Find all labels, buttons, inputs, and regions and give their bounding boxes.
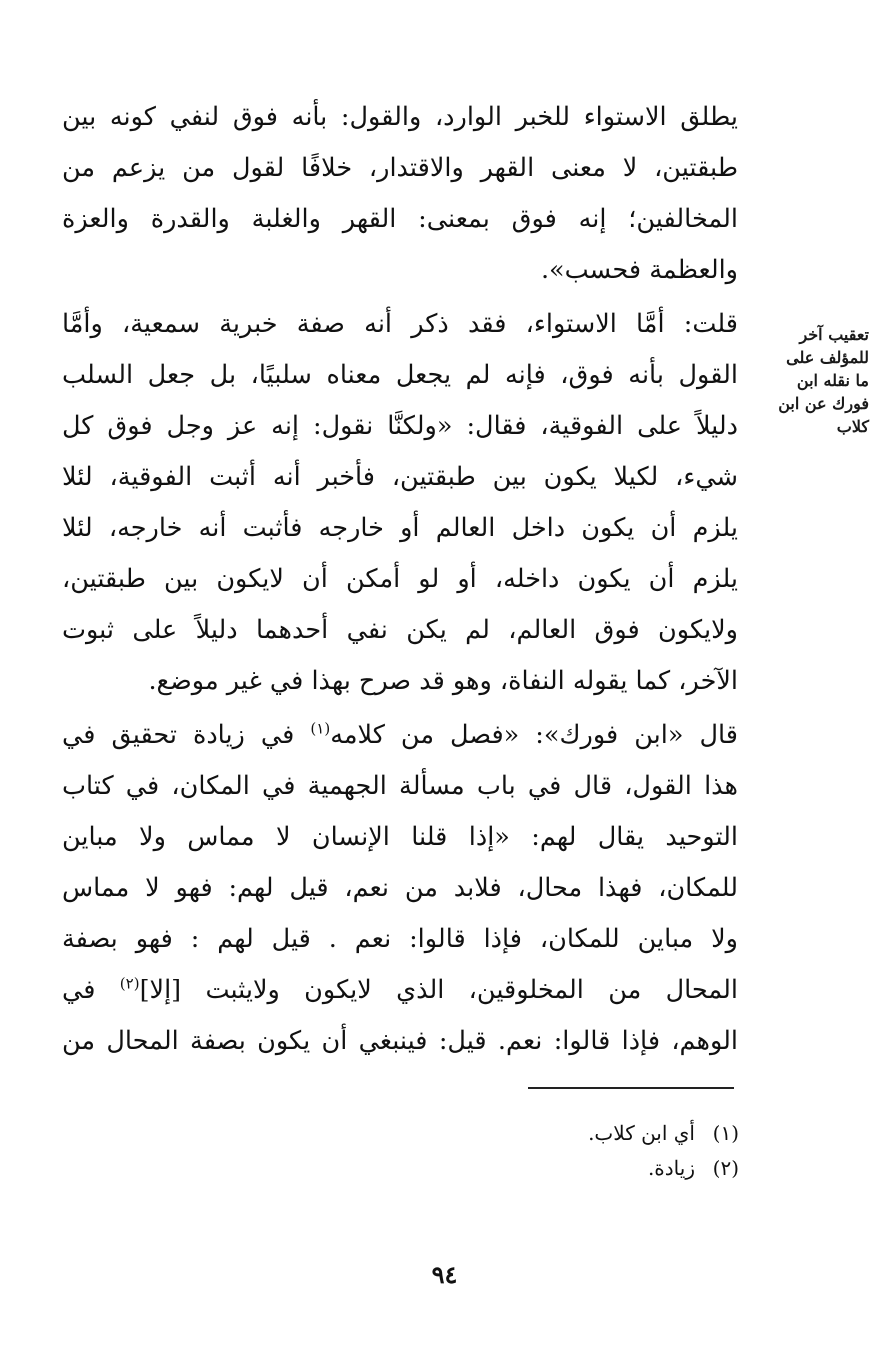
- text-segment: قال «ابن فورك»: «فصل من كلامه: [330, 720, 738, 750]
- text-line: [62, 965, 738, 1016]
- text-line: هذا القول، قال في باب مسألة الجهمية في المكان، في كتاب: [62, 771, 738, 801]
- margin-note: [769, 323, 869, 438]
- margin-note-line: كلاب: [836, 417, 869, 436]
- text-line: دليلاً على الفوقية، فقال: «ولكنَّا نقول: إنه عز وجل فوق كل: [62, 411, 738, 441]
- text-line: يطلق الاستواء للخبر الوارد، والقول: بأنه فوق لنفي كونه بين: [62, 102, 738, 132]
- page-number: ٩٤: [431, 1260, 458, 1289]
- text-line: الآخر، كما يقوله النفاة، وهو قد صرح بهذا في غير موضع.: [148, 666, 738, 696]
- text-line: القول بأنه فوق، فإنه لم يجعل معناه سلبيًا، بل جعل السلب: [62, 360, 738, 390]
- text-line: للمكان، فهذا محال، فلابد من نعم، قيل لهم: فهو لا مماس: [62, 873, 738, 903]
- margin-note-line: ما نقله ابن: [796, 371, 869, 390]
- text-line: ولايكون فوق العالم، لم يكن نفي أحدهما دليلاً على ثبوت: [62, 615, 738, 645]
- text-line: شيء، لكيلا يكون بين طبقتين، فأخبر أنه أثبت الفوقية، لئلا: [62, 462, 738, 492]
- text-segment: في زيادة تحقيق في: [62, 720, 311, 750]
- text-line: والعظمة فحسب».: [540, 255, 738, 285]
- footnote-text: زيادة.: [647, 1156, 695, 1180]
- text-line: ولا مباين للمكان، فإذا قالوا: نعم . قيل لهم : فهو بصفة: [62, 924, 738, 954]
- text-segment: في: [62, 975, 120, 1005]
- footnote-number: (٢): [712, 1156, 739, 1180]
- text-line: قلت: أمَّا الاستواء، فقد ذكر أنه صفة خبرية سمعية، وأمَّا: [62, 309, 738, 339]
- paragraph-3: [62, 710, 738, 1067]
- paragraph-2: [62, 299, 738, 707]
- footnotes: [588, 1116, 739, 1186]
- paragraph-1: [62, 92, 738, 296]
- footnote-marker: (١): [310, 719, 331, 738]
- text-line: طبقتين، لا معنى القهر والاقتدار، خلافًا لقول من يزعم من: [62, 153, 738, 183]
- footnote-divider: [528, 1087, 734, 1089]
- text-line: يلزم أن يكون داخله، أو لو أمكن أن لايكون بين طبقتين،: [62, 564, 738, 594]
- text-segment: المحال من المخلوقين، الذي لايكون ولايثبت [إلا]: [139, 975, 738, 1005]
- footnote-item: [588, 1151, 739, 1186]
- footnote-text: أي ابن كلاب.: [588, 1121, 695, 1145]
- text-line: المخالفين؛ إنه فوق بمعنى: القهر والغلبة والقدرة والعزة: [62, 204, 738, 234]
- footnote-item: [588, 1116, 739, 1151]
- margin-note-line: فورك عن ابن: [778, 394, 869, 413]
- footnote-marker: (٢): [119, 974, 140, 993]
- text-line: يلزم أن يكون داخل العالم أو خارجه فأثبت أنه خارجه، لئلا: [62, 513, 738, 543]
- margin-note-line: تعقيب آخر: [799, 325, 869, 344]
- margin-note-line: للمؤلف على: [786, 348, 869, 367]
- text-line: الوهم، فإذا قالوا: نعم. قيل: فينبغي أن يكون بصفة المحال من: [62, 1026, 738, 1056]
- text-line: التوحيد يقال لهم: «إذا قلنا الإنسان لا مماس ولا مباين: [62, 822, 738, 852]
- footnote-number: (١): [712, 1121, 739, 1145]
- text-line: [62, 710, 738, 761]
